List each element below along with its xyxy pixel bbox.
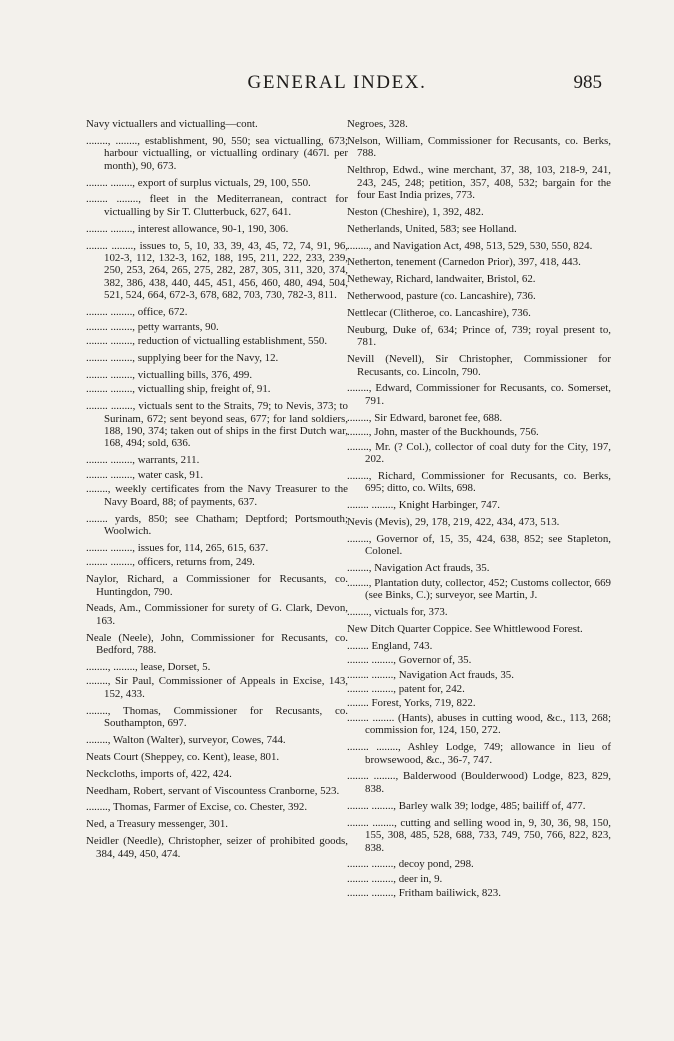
- index-entry: ........ ........, warrants, 211.: [86, 454, 200, 467]
- index-entry: ........ ........, export of surplus victuals, 29, 100, 550.: [86, 176, 311, 189]
- index-entry: Netherwood, pasture (co. Lancashire), 736.: [347, 290, 536, 303]
- index-entry: ........, Walton (Walter), surveyor, Cowes, 744.: [86, 734, 286, 747]
- left-column: [86, 118, 348, 864]
- index-entry: ........ England, 743.: [347, 639, 433, 652]
- right-column: [347, 118, 611, 902]
- index-entry: ........ ........, decoy pond, 298.: [347, 858, 474, 871]
- index-entry: ........ ........, water cask, 91.: [86, 468, 204, 481]
- index-entry: Nelson, William, Commissioner for Recusants, co. Berks, 788.: [347, 134, 611, 160]
- index-entry: ........ ........, victualling ship, freight of, 91.: [86, 383, 271, 396]
- index-entry: ........ ........, Fritham bailiwick, 823.: [347, 887, 501, 900]
- index-entry: ........ ........, victualling bills, 376, 499.: [86, 368, 253, 381]
- index-entry: ........, weekly certificates from the Navy Treasurer to the Navy Board, 88; of payments, 637.: [86, 483, 348, 508]
- index-entry: Nettlecar (Clitheroe, co. Lancashire), 736.: [347, 306, 531, 319]
- index-entry: Nevill (Nevell), Sir Christopher, Commissioner for Recusants, co. Lincoln, 790.: [347, 353, 611, 378]
- index-entry: ........ ........, petty warrants, 90.: [86, 320, 219, 333]
- index-entry: ........ ........, Knight Harbinger, 747.: [347, 499, 500, 512]
- index-entry: Neidler (Needle), Christopher, seizer of prohibited goods, 384, 449, 450, 474.: [86, 835, 348, 860]
- index-entry: ........ ........, deer in, 9.: [347, 872, 443, 885]
- index-entry: Neads, Am., Commissioner for surety of G. Clark, Devon, 163.: [86, 602, 348, 627]
- index-entry: Netheway, Richard, landwaiter, Bristol, 62.: [347, 273, 536, 286]
- index-entry: Netherlands, United, 583; see Holland.: [347, 222, 517, 235]
- index-entry: Needham, Robert, servant of Viscountess Cranborne, 523.: [86, 784, 340, 797]
- index-entry: Ned, a Treasury messenger, 301.: [86, 818, 229, 831]
- index-entry: Neats Court (Sheppey, co. Kent), lease, 801.: [86, 750, 280, 763]
- running-title: GENERAL INDEX.: [247, 72, 427, 93]
- index-entry: ........ ........, patent for, 242.: [347, 682, 465, 695]
- index-entry: Naylor, Richard, a Commissioner for Recusants, co. Huntingdon, 790.: [86, 573, 348, 598]
- index-entry: ........, Sir Paul, Commissioner of Appeals in Excise, 143, 152, 433.: [86, 675, 348, 700]
- index-entry: ........ ........, office, 672.: [86, 306, 188, 319]
- index-entry: ........ ........, Barley walk 39; lodge, 485; bailiff of, 477.: [347, 799, 586, 812]
- index-entry: ........ ........, issues to, 5, 10, 33, 39, 43, 45, 72, 74, 91, 96, 102-3, 112, 132-3, 162, 188, 195, 211, 222, 233, 239, 250, 253, 264, 265, 275, 282, 287, 305, 311, 320, 374, 382, 386, 438, 440, 445, 451, 456, 460, 480, 494, 504, 521, 524, 664, 672-3, 678, 682, 703, 730, 782-3, 811.: [86, 239, 348, 302]
- index-entry: Neale (Neele), John, Commissioner for Recusants, co. Bedford, 788.: [86, 631, 348, 657]
- page-number: 985: [573, 72, 602, 93]
- index-entry: ........, Plantation duty, collector, 452; Customs collector, 669 (see Binks, C.); surveyor, see Martin, J.: [347, 576, 611, 602]
- index-entry: ........, Thomas, Commissioner for Recusants, co. Southampton, 697.: [86, 704, 348, 730]
- index-entry: ........, Governor of, 15, 35, 424, 638, 852; see Stapleton, Colonel.: [347, 532, 611, 558]
- index-entry: ........ ........ (Hants), abuses in cutting wood, &c., 113, 268; commission for, 124, 150, 272.: [347, 711, 611, 737]
- index-entry: ........ ........, reduction of victualling establishment, 550.: [86, 335, 328, 348]
- index-entry: ........ ........, supplying beer for the Navy, 12.: [86, 351, 279, 364]
- index-entry: ........ ........, officers, returns from, 249.: [86, 556, 255, 569]
- index-entry: ........ ........, Navigation Act frauds, 35.: [347, 668, 514, 681]
- index-entry: Netherton, tenement (Carnedon Prior), 397, 418, 443.: [347, 256, 581, 269]
- index-entry: ........, ........, establishment, 90, 550; sea victualling, 673; harbour victualling, or victualling ordinary (467l. per month), 90, 673.: [86, 134, 348, 172]
- index-entry: Navy victuallers and victualling—cont.: [86, 118, 258, 130]
- index-entry: Nevis (Mevis), 29, 178, 219, 422, 434, 473, 513.: [347, 516, 560, 529]
- index-entry: ........, ........, lease, Dorset, 5.: [86, 661, 211, 674]
- index-entry: ........ ........, victuals sent to the Straits, 79; to Nevis, 373; to Surinam, 672; sent beyond seas, 677; for land soldiers, 188, 190, 374; taken out of ships in the first Dutch war, 168, 494; sold, 636.: [86, 400, 348, 450]
- index-entry: ........, victuals for, 373.: [347, 605, 448, 618]
- index-entry: ........, John, master of the Buckhounds, 756.: [347, 426, 539, 439]
- index-entry: ........ ........, Balderwood (Boulderwood) Lodge, 823, 829, 838.: [347, 770, 611, 795]
- index-entry: Neckcloths, imports of, 422, 424.: [86, 767, 232, 780]
- index-entry: New Ditch Quarter Coppice. See Whittlewood Forest.: [347, 622, 583, 635]
- index-entry: ........ ........, Ashley Lodge, 749; allowance in lieu of browsewood, &c., 36-7, 747.: [347, 741, 611, 766]
- index-entry: ........ ........, issues for, 114, 265, 615, 637.: [86, 541, 269, 554]
- index-entry: ........ ........, fleet in the Mediterranean, contract for victualling by Sir T. Clutterbuck, 627, 641.: [86, 193, 348, 218]
- index-entry: Nelthrop, Edwd., wine merchant, 37, 38, 103, 218-9, 241, 243, 245, 248; petition, 357, 408, 532; bargain for the four East India prizes, 773.: [347, 164, 611, 202]
- index-entry: ........, Thomas, Farmer of Excise, co. Chester, 392.: [86, 801, 308, 814]
- index-entry: ........, Mr. (? Col.), collector of coal duty for the City, 197, 202.: [347, 440, 611, 466]
- index-entry: ........ yards, 850; see Chatham; Deptford; Portsmouth; Woolwich.: [86, 512, 348, 537]
- index-entry: ........, Sir Edward, baronet fee, 688.: [347, 411, 503, 424]
- page-header: [0, 70, 674, 100]
- index-entry: Neston (Cheshire), 1, 392, 482.: [347, 205, 484, 218]
- index-entry: ........, Richard, Commissioner for Recusants, co. Berks, 695; ditto, co. Wilts, 698.: [347, 469, 611, 495]
- index-entry: ........ Forest, Yorks, 719, 822.: [347, 697, 476, 710]
- index-entry: ........, Navigation Act frauds, 35.: [347, 562, 490, 575]
- index-entry: Negroes, 328.: [347, 118, 408, 130]
- index-entry: ........ ........, Governor of, 35.: [347, 654, 472, 667]
- index-entry: ........ ........, interest allowance, 90-1, 190, 306.: [86, 222, 289, 235]
- index-entry: ........, Edward, Commissioner for Recusants, co. Somerset, 791.: [347, 382, 611, 407]
- index-entry: ........ ........, cutting and selling wood in, 9, 30, 36, 98, 150, 155, 308, 485, 528, 688, 733, 749, 750, 766, 822, 823, 838.: [347, 816, 611, 854]
- index-entry: ........, and Navigation Act, 498, 513, 529, 530, 550, 824.: [347, 239, 593, 252]
- index-entry: Neuburg, Duke of, 634; Prince of, 739; royal present to, 781.: [347, 323, 611, 349]
